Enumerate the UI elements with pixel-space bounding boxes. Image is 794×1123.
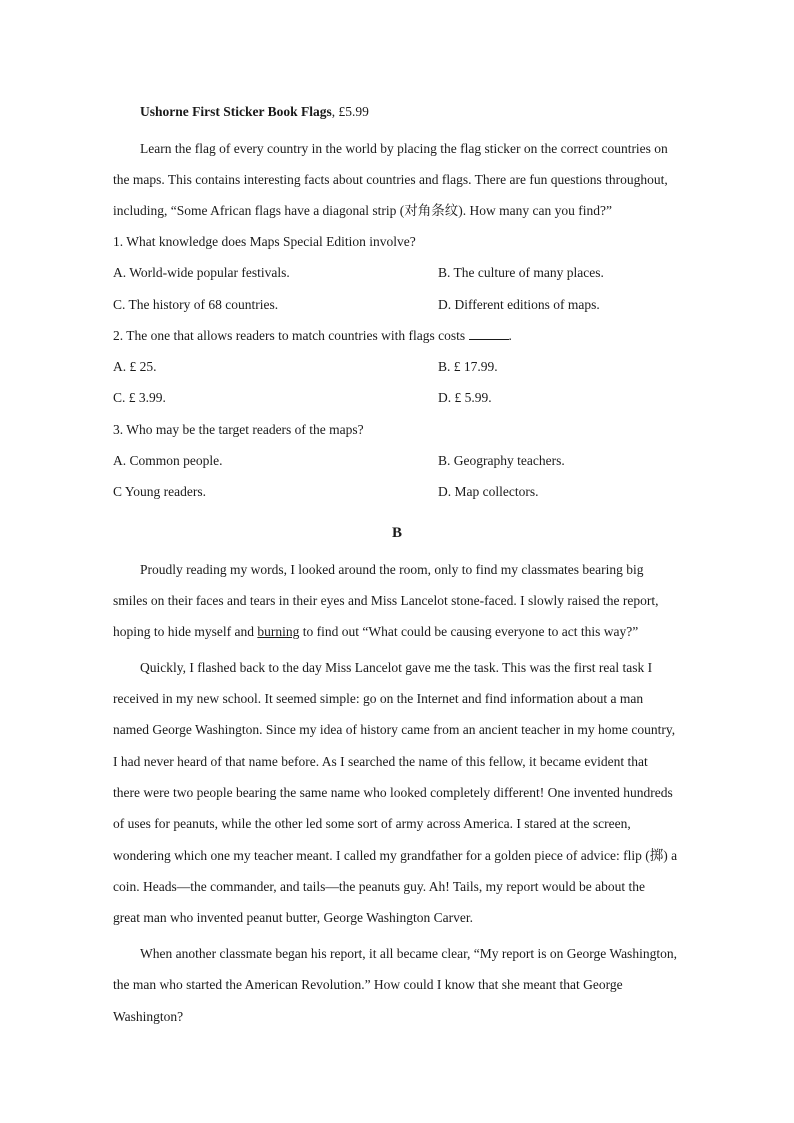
passage-line: Proudly reading my words, I looked around the room, only to find my classmates bearing big	[140, 562, 644, 577]
book-heading	[140, 103, 740, 121]
option-d[interactable]: D. Different editions of maps.	[438, 297, 600, 312]
passage-line: there were two people bearing the same name who looked completely different! One invented hundreds	[113, 785, 673, 800]
passage-line: received in my new school. It seemed simple: go on the Internet and find information about a man	[113, 691, 644, 706]
passage-line: wondering which one my teacher meant. I called my grandfather for a golden piece of advice: flip (掷) a	[113, 848, 678, 863]
option-a[interactable]: A. Common people.	[113, 453, 223, 468]
passage-line: of uses for peanuts, while the other led some sort of army across America. I stared at the screen,	[113, 816, 631, 831]
question-stem: 1. What knowledge does Maps Special Edition involve?	[113, 234, 416, 249]
passage-line: smiles on their faces and tears in their eyes and Miss Lancelot stone-faced. I slowly raised the report,	[113, 593, 659, 608]
option-d[interactable]: D. £ 5.99.	[438, 390, 492, 405]
book-desc-line: the maps. This contains interesting facts about countries and flags. There are fun questions throughout,	[113, 172, 668, 187]
passage-line: Quickly, I flashed back to the day Miss Lancelot gave me the task. This was the first real task I	[140, 660, 653, 675]
underlined-word: burning	[257, 624, 300, 639]
option-c[interactable]: C. The history of 68 countries.	[113, 297, 279, 312]
option-b[interactable]: B. Geography teachers.	[438, 453, 565, 468]
passage-line: coin. Heads—the commander, and tails—the peanuts guy. Ah! Tails, my report would be about the	[113, 879, 646, 894]
option-b[interactable]: B. The culture of many places.	[438, 265, 604, 280]
passage-line: I had never heard of that name before. As I searched the name of this fellow, it became evident that	[113, 754, 648, 769]
section-heading: B	[391, 525, 402, 541]
option-d[interactable]: D. Map collectors.	[438, 484, 539, 499]
book-desc-line: Learn the flag of every country in the world by placing the flag sticker on the correct countries on	[140, 141, 668, 156]
passage-line	[113, 623, 713, 641]
passage-line: the man who started the American Revolution.” How could I know that she meant that George	[113, 977, 623, 992]
passage-line: Washington?	[113, 1009, 184, 1024]
passage-text: to find out “What could be causing everyone to act this way?”	[299, 624, 639, 639]
question-stem: 3. Who may be the target readers of the maps?	[113, 422, 364, 437]
book-price: , £5.99	[331, 104, 369, 119]
answer-blank	[469, 327, 509, 340]
passage-line: named George Washington. Since my idea of history came from an ancient teacher in my home country,	[113, 722, 676, 737]
question-stem-text: 2. The one that allows readers to match countries with flags costs	[113, 328, 466, 343]
option-a[interactable]: A. £ 25.	[113, 359, 157, 374]
question-stem	[113, 327, 713, 345]
option-c[interactable]: C Young readers.	[113, 484, 206, 499]
passage-line: great man who invented peanut butter, George Washington Carver.	[113, 910, 474, 925]
passage-line: When another classmate began his report, it all became clear, “My report is on George Washington,	[140, 946, 677, 961]
question-stem-end: .	[508, 328, 512, 343]
book-desc-line: including, “Some African flags have a diagonal strip (对角条纹). How many can you find?”	[113, 203, 612, 218]
option-b[interactable]: B. £ 17.99.	[438, 359, 498, 374]
book-title: Ushorne First Sticker Book Flags	[140, 104, 332, 119]
option-a[interactable]: A. World-wide popular festivals.	[113, 265, 290, 280]
option-c[interactable]: C. £ 3.99.	[113, 390, 166, 405]
passage-text: hoping to hide myself and	[113, 624, 258, 639]
